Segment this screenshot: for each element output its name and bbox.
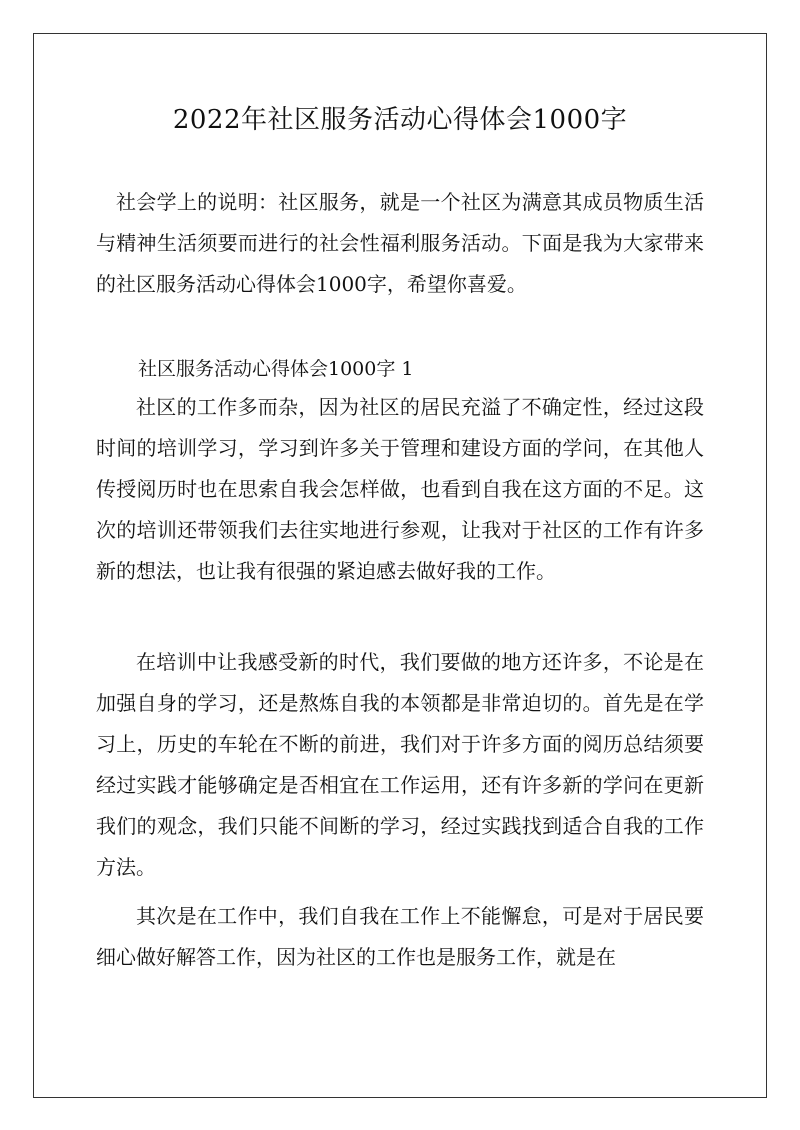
section-heading: 社区服务活动心得体会1000字 1 (138, 358, 414, 380)
body-paragraph-1: 社区的工作多而杂，因为社区的居民充溢了不确定性，经过这段时间的培训学习，学习到许多关于管理和建设方面的学问，在其他人传授阅历时也在思索自我会怎样做，也看到自我在这方面的不足。这次的培训还带领我们去往实地进行参观，让我对于社区的工作有许多新的想法，也让我有很强的紧迫感去做好我的工作。 (96, 395, 704, 583)
body-paragraph-3: 其次是在工作中，我们自我在工作上不能懈怠，可是对于居民要细心做好解答工作，因为社区的工作也是服务工作，就是在 (96, 904, 704, 969)
intro-paragraph: 社会学上的说明：社区服务，就是一个社区为满意其成员物质生活与精神生活须要而进行的社会性福利服务活动。下面是我为大家带来的社区服务活动心得体会1000字，希望你喜爱。 (96, 190, 704, 296)
body-paragraph-2: 在培训中让我感受新的时代，我们要做的地方还许多，不论是在加强自身的学习，还是熬炼自我的本领都是非常迫切的。首先是在学习上，历史的车轮在不断的前进，我们对于许多方面的阅历总结须要经过实践才能够确定是否相宜在工作运用，还有许多新的学问在更新我们的观念，我们只能不间断的学习，经过实践找到适合自我的工作方法。 (96, 650, 704, 879)
document-title: 2022年社区服务活动心得体会1000字 (172, 105, 628, 135)
